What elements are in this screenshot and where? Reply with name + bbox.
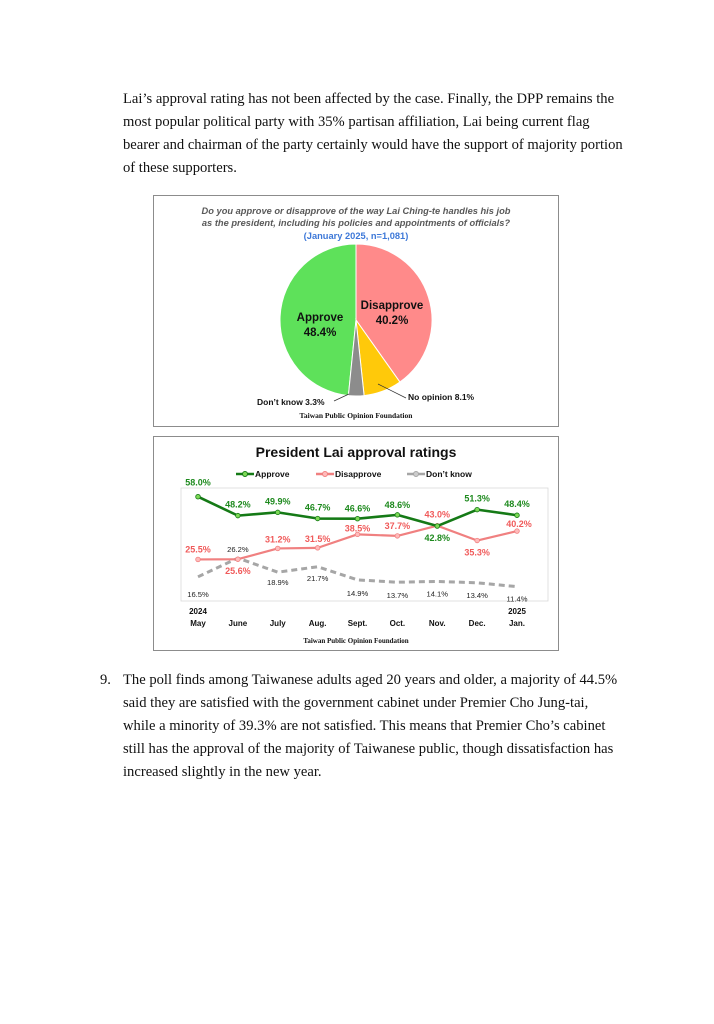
- pie-label-disapprove: Disapprove: [360, 300, 424, 312]
- data-label-disapprove: 25.5%: [185, 544, 211, 555]
- data-label-dontknow: 13.7%: [386, 591, 409, 601]
- data-label-approve: 42.8%: [424, 533, 451, 544]
- data-label-dontknow: 11.4%: [506, 594, 528, 604]
- legend-disapprove-label: Disapprove: [335, 469, 382, 479]
- x-tick-label: June: [228, 619, 248, 628]
- data-label-approve: 58.0%: [185, 477, 211, 488]
- data-label-disapprove: 35.3%: [464, 547, 490, 558]
- data-label-disapprove: 37.7%: [384, 520, 411, 531]
- data-label-approve: 48.6%: [384, 499, 411, 510]
- data-label-dontknow: 21.7%: [306, 573, 329, 583]
- data-label-dontknow: 18.9%: [266, 578, 289, 588]
- pie-subtitle: (January 2025, n=1,081): [303, 231, 409, 241]
- year-label-end: 2025: [508, 607, 526, 616]
- data-label-approve: 46.6%: [344, 503, 371, 514]
- data-label-approve: 51.3%: [464, 493, 490, 504]
- pie-value-approve: 48.4%: [303, 327, 337, 339]
- body-paragraph: Lai’s approval rating has not been affected by the case. Finally, the DPP remains the most popular political party with 35% partisan affiliation, Lai being current flag bearer and chairman of the party certainly would have the support of majority portion of these supporters.: [123, 91, 623, 176]
- x-tick-label: Dec.: [468, 619, 486, 628]
- legend-approve-label: Approve: [255, 469, 290, 479]
- point-disapprove: [395, 534, 400, 539]
- pie-title-line1: Do you approve or disapprove of the way Lai Ching-te handles his job: [201, 206, 511, 216]
- point-approve: [475, 507, 480, 512]
- list-item-text: The poll finds among Taiwanese adults aged 20 years and older, a majority of 44.5% said they are satisfied with the government cabinet under Premier Cho Jung-tai, while a minority of 39.3% are not satisfied. This means that Premier Cho’s cabinet still has the approval of the majority of Taiwanese public, though dissatisfaction has increased slightly in the new year.: [123, 672, 618, 780]
- pie-title-line2: as the president, including his policies and appointments of officials?: [201, 218, 511, 228]
- x-tick-label: Sept.: [347, 619, 368, 628]
- data-label-approve: 48.2%: [225, 499, 251, 510]
- legend-dontknow-marker: [414, 472, 419, 477]
- pie-source: Taiwan Public Opinion Foundation: [299, 411, 413, 420]
- data-label-disapprove: 38.5%: [344, 523, 371, 534]
- x-tick-label: Oct.: [389, 619, 406, 628]
- line-chart-figure: [153, 436, 559, 651]
- legend-dontknow-label: Don’t know: [426, 469, 472, 479]
- point-approve: [196, 494, 201, 499]
- legend-disapprove-marker: [323, 472, 328, 477]
- data-label-dontknow: 14.9%: [346, 588, 369, 598]
- pie-label-dont-know: Don’t know 3.3%: [257, 397, 325, 407]
- year-label-start: 2024: [189, 607, 207, 616]
- point-approve: [515, 513, 520, 518]
- data-label-dontknow: 13.4%: [466, 590, 488, 600]
- point-disapprove: [236, 557, 241, 562]
- point-disapprove: [196, 557, 201, 562]
- data-label-approve: 46.7%: [304, 502, 331, 513]
- data-label-disapprove: 43.0%: [424, 509, 451, 520]
- point-approve: [395, 513, 400, 518]
- data-label-approve: 49.9%: [264, 496, 291, 507]
- data-label-dontknow: 16.5%: [187, 589, 209, 599]
- point-approve: [435, 524, 440, 529]
- x-tick-label: May: [190, 619, 206, 628]
- point-approve: [236, 513, 241, 518]
- point-disapprove: [315, 546, 320, 551]
- pie-value-disapprove: 40.2%: [375, 315, 409, 327]
- pie-label-no-opinion: No opinion 8.1%: [408, 392, 475, 402]
- line-chart: [154, 437, 558, 650]
- line-chart-title: President Lai approval ratings: [255, 444, 457, 460]
- legend: [236, 469, 472, 479]
- point-approve: [275, 510, 280, 515]
- data-label-dontknow: 26.2%: [227, 545, 249, 555]
- data-label-disapprove: 25.6%: [225, 566, 251, 577]
- pie-chart: [154, 196, 558, 426]
- point-approve: [355, 516, 360, 521]
- data-label-approve: 48.4%: [504, 499, 530, 510]
- data-label-dontknow: 14.1%: [426, 589, 449, 599]
- data-label-disapprove: 40.2%: [506, 519, 532, 530]
- x-tick-label: Jan.: [508, 619, 526, 628]
- pie-chart-figure: [153, 195, 559, 427]
- x-tick-label: Aug.: [308, 619, 327, 628]
- x-tick-label: July: [269, 619, 286, 628]
- point-disapprove: [275, 546, 280, 551]
- pie-label-approve: Approve: [296, 312, 344, 324]
- legend-approve-marker: [243, 472, 248, 477]
- x-tick-label: Nov.: [428, 619, 446, 628]
- data-label-disapprove: 31.2%: [264, 534, 291, 545]
- point-disapprove: [475, 538, 480, 543]
- list-number: 9.: [100, 672, 111, 688]
- data-label-disapprove: 31.5%: [304, 533, 331, 544]
- point-approve: [315, 516, 320, 521]
- line-source: Taiwan Public Opinion Foundation: [303, 637, 409, 645]
- point-disapprove: [515, 529, 520, 534]
